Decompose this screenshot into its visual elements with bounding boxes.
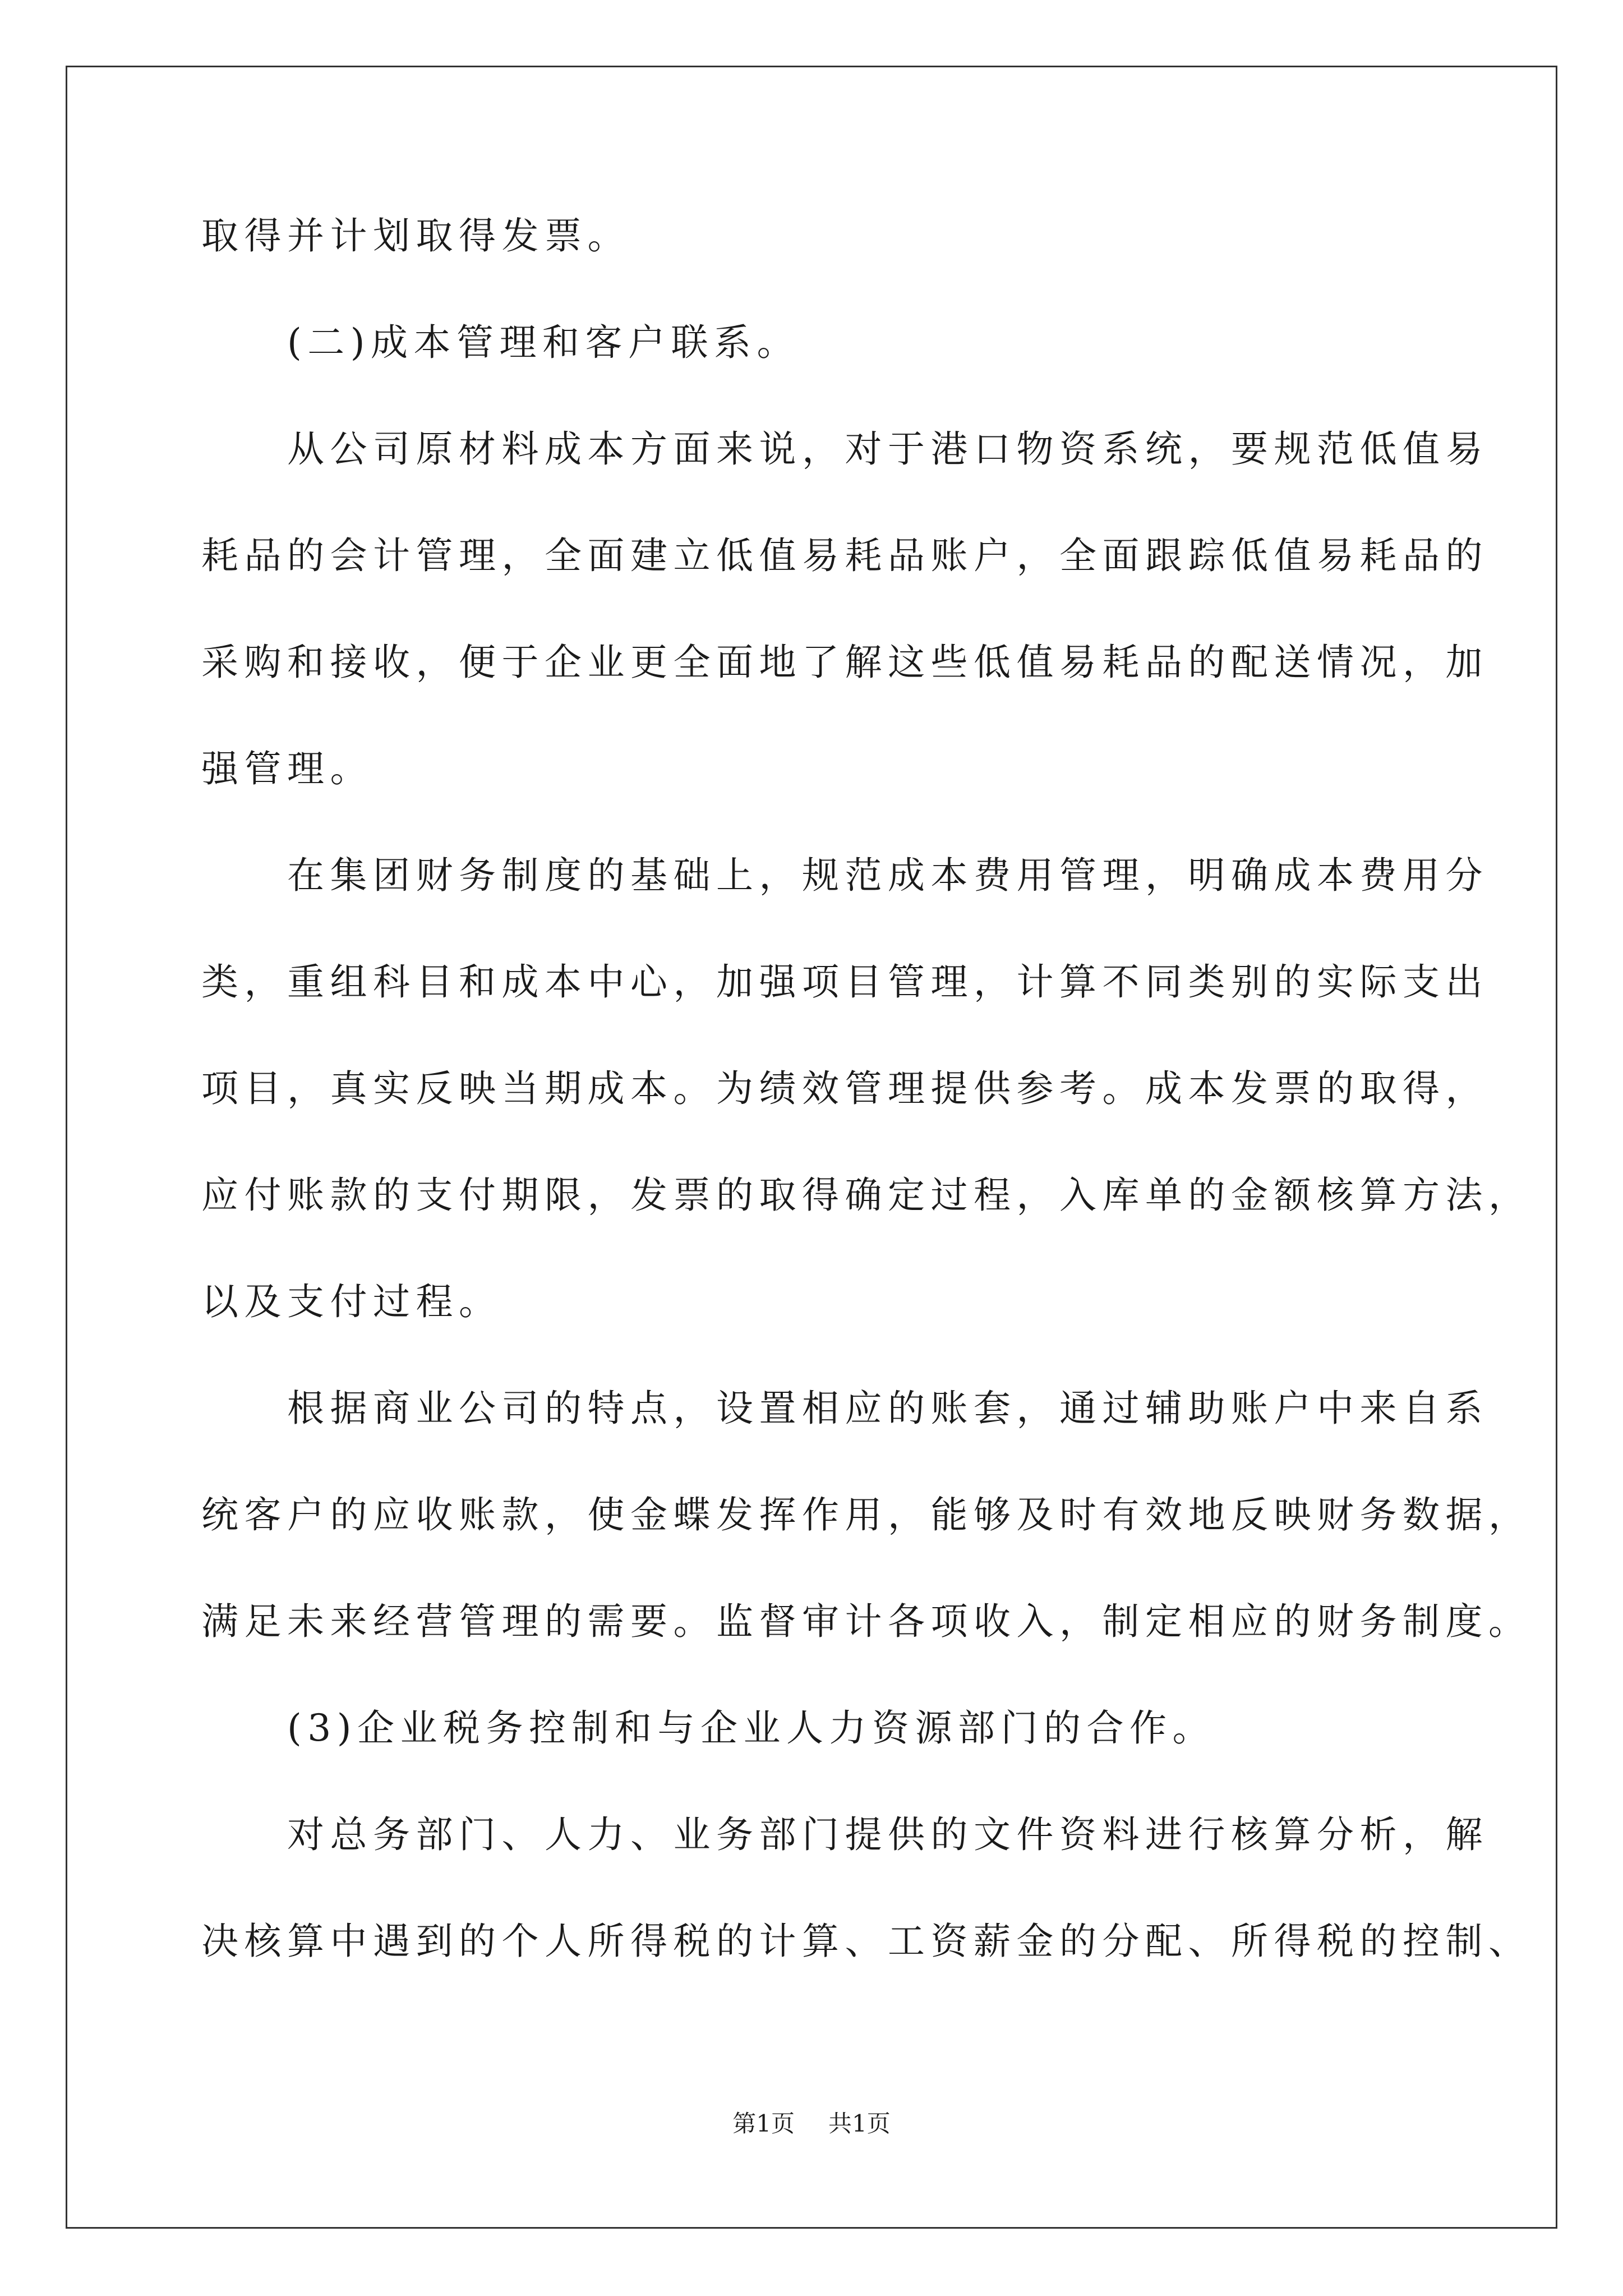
text-line: 应付账款的支付期限，发票的取得确定过程，入库单的金额核算方法， xyxy=(201,1174,1532,1217)
text-line: 采购和接收，便于企业更全面地了解这些低值易耗品的配送情况，加 xyxy=(201,641,1488,684)
text-line: (二)成本管理和客户联系。 xyxy=(201,321,800,364)
text-line: 类，重组科目和成本中心，加强项目管理，计算不同类别的实际支出 xyxy=(201,960,1488,1004)
text-line: 耗品的会计管理，全面建立低值易耗品账户，全面跟踪低值易耗品的 xyxy=(201,534,1488,577)
text-line: 从公司原材料成本方面来说，对于港口物资系统，要规范低值易 xyxy=(201,427,1488,471)
text-line: 在集团财务制度的基础上，规范成本费用管理，明确成本费用分 xyxy=(201,854,1488,897)
page-number: 第1页 xyxy=(732,2110,795,2137)
text-line: 满足未来经营管理的需要。监督审计各项收入，制定相应的财务制度。 xyxy=(201,1600,1532,1643)
text-line: 统客户的应收账款，使金蝶发挥作用，能够及时有效地反映财务数据， xyxy=(201,1493,1532,1536)
text-line: 根据商业公司的特点，设置相应的账套，通过辅助账户中来自系 xyxy=(201,1387,1488,1430)
text-line: 项目，真实反映当期成本。为绩效管理提供参考。成本发票的取得， xyxy=(201,1067,1488,1110)
page-footer xyxy=(0,2112,1623,2136)
text-line: (3)企业税务控制和与企业人力资源部门的合作。 xyxy=(201,1706,1215,1750)
text-line: 决核算中遇到的个人所得税的计算、工资薪金的分配、所得税的控制、 xyxy=(201,1920,1532,1963)
text-line: 以及支付过程。 xyxy=(201,1280,502,1323)
text-line: 强管理。 xyxy=(201,747,373,790)
page-total: 共1页 xyxy=(828,2110,891,2137)
page-border xyxy=(66,66,1557,2229)
text-line: 对总务部门、人力、业务部门提供的文件资料进行核算分析，解 xyxy=(201,1813,1488,1856)
text-line: 取得并计划取得发票。 xyxy=(201,214,630,257)
